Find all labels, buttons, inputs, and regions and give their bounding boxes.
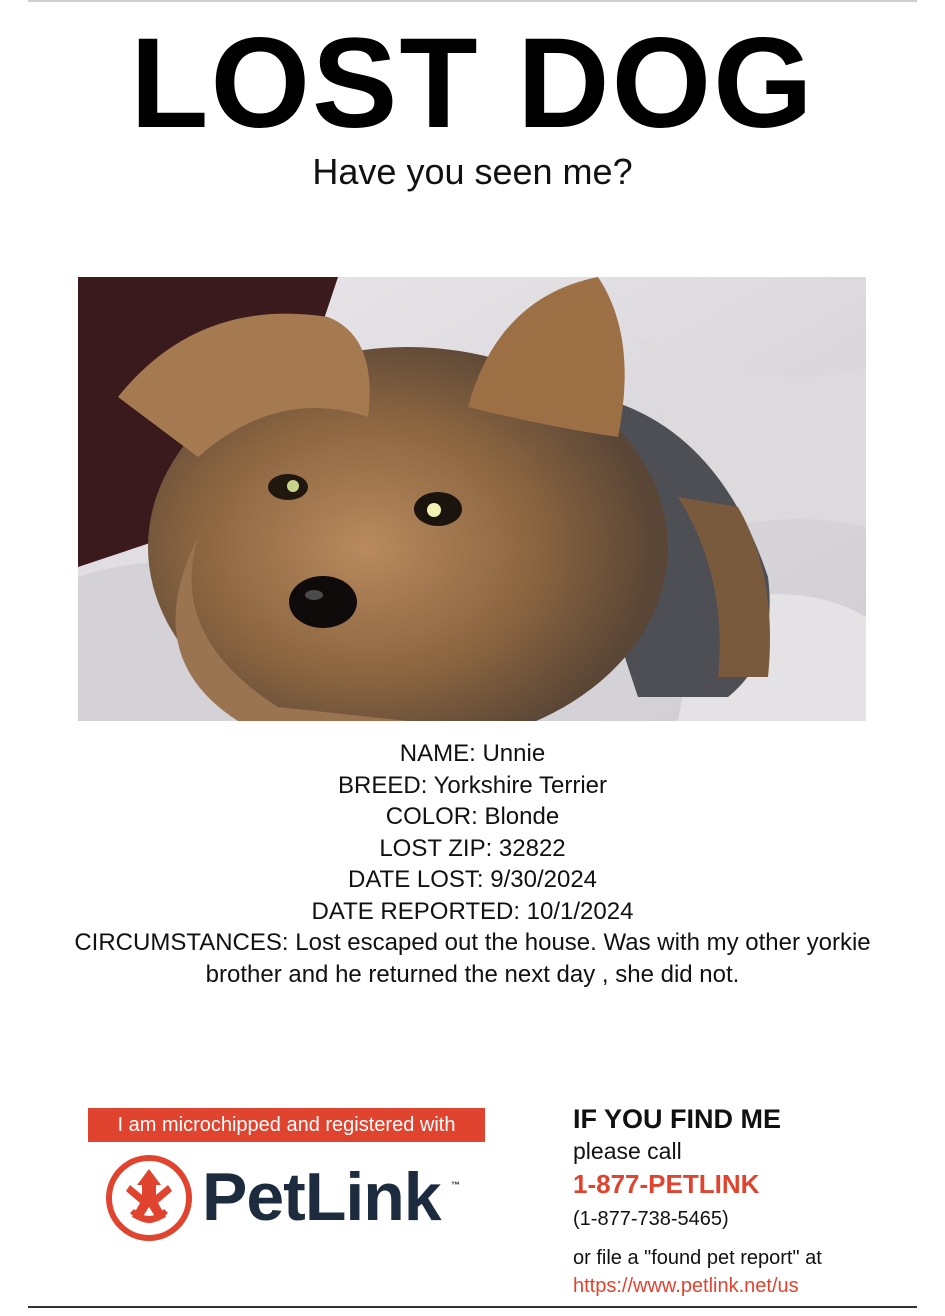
- top-divider: [28, 0, 917, 2]
- dog-photo-illustration: [78, 277, 866, 721]
- contact-block: [573, 1102, 913, 1300]
- flyer-title: LOST DOG: [130, 12, 815, 155]
- contact-report-link[interactable]: https://www.petlink.net/us: [573, 1275, 799, 1297]
- detail-circumstances: CIRCUMSTANCES: Lost escaped out the house. Was with my other yorkie brother and he returned the next day , she did not.: [74, 929, 871, 988]
- detail-color: COLOR: Blonde: [385, 803, 560, 830]
- detail-breed: BREED: Yorkshire Terrier: [338, 771, 607, 799]
- petlink-paw-icon: [106, 1155, 192, 1241]
- detail-date-reported: DATE REPORTED: 10/1/2024: [311, 897, 634, 925]
- dog-photo: [78, 277, 866, 721]
- petlink-logo: [106, 1152, 466, 1242]
- bottom-divider: [28, 1306, 917, 1308]
- petlink-wordmark: PetLink: [202, 1159, 441, 1235]
- contact-phone-number[interactable]: (1-877-738-5465): [573, 1208, 729, 1230]
- detail-date-lost: DATE LOST: 9/30/2024: [347, 866, 598, 893]
- flyer-subtitle: Have you seen me?: [312, 151, 633, 192]
- microchip-banner: I am microchipped and registered with: [88, 1108, 485, 1142]
- dog-details: [40, 738, 905, 990]
- contact-report-text: or file a "found pet report" at: [573, 1247, 822, 1269]
- contact-phone-name[interactable]: 1-877-PETLINK: [573, 1169, 760, 1199]
- petlink-trademark: ™: [451, 1180, 460, 1190]
- contact-heading: IF YOU FIND ME: [573, 1104, 782, 1134]
- detail-name: NAME: Unnie: [399, 740, 546, 767]
- contact-call-text: please call: [573, 1138, 682, 1164]
- detail-lost-zip: LOST ZIP: 32822: [379, 834, 566, 862]
